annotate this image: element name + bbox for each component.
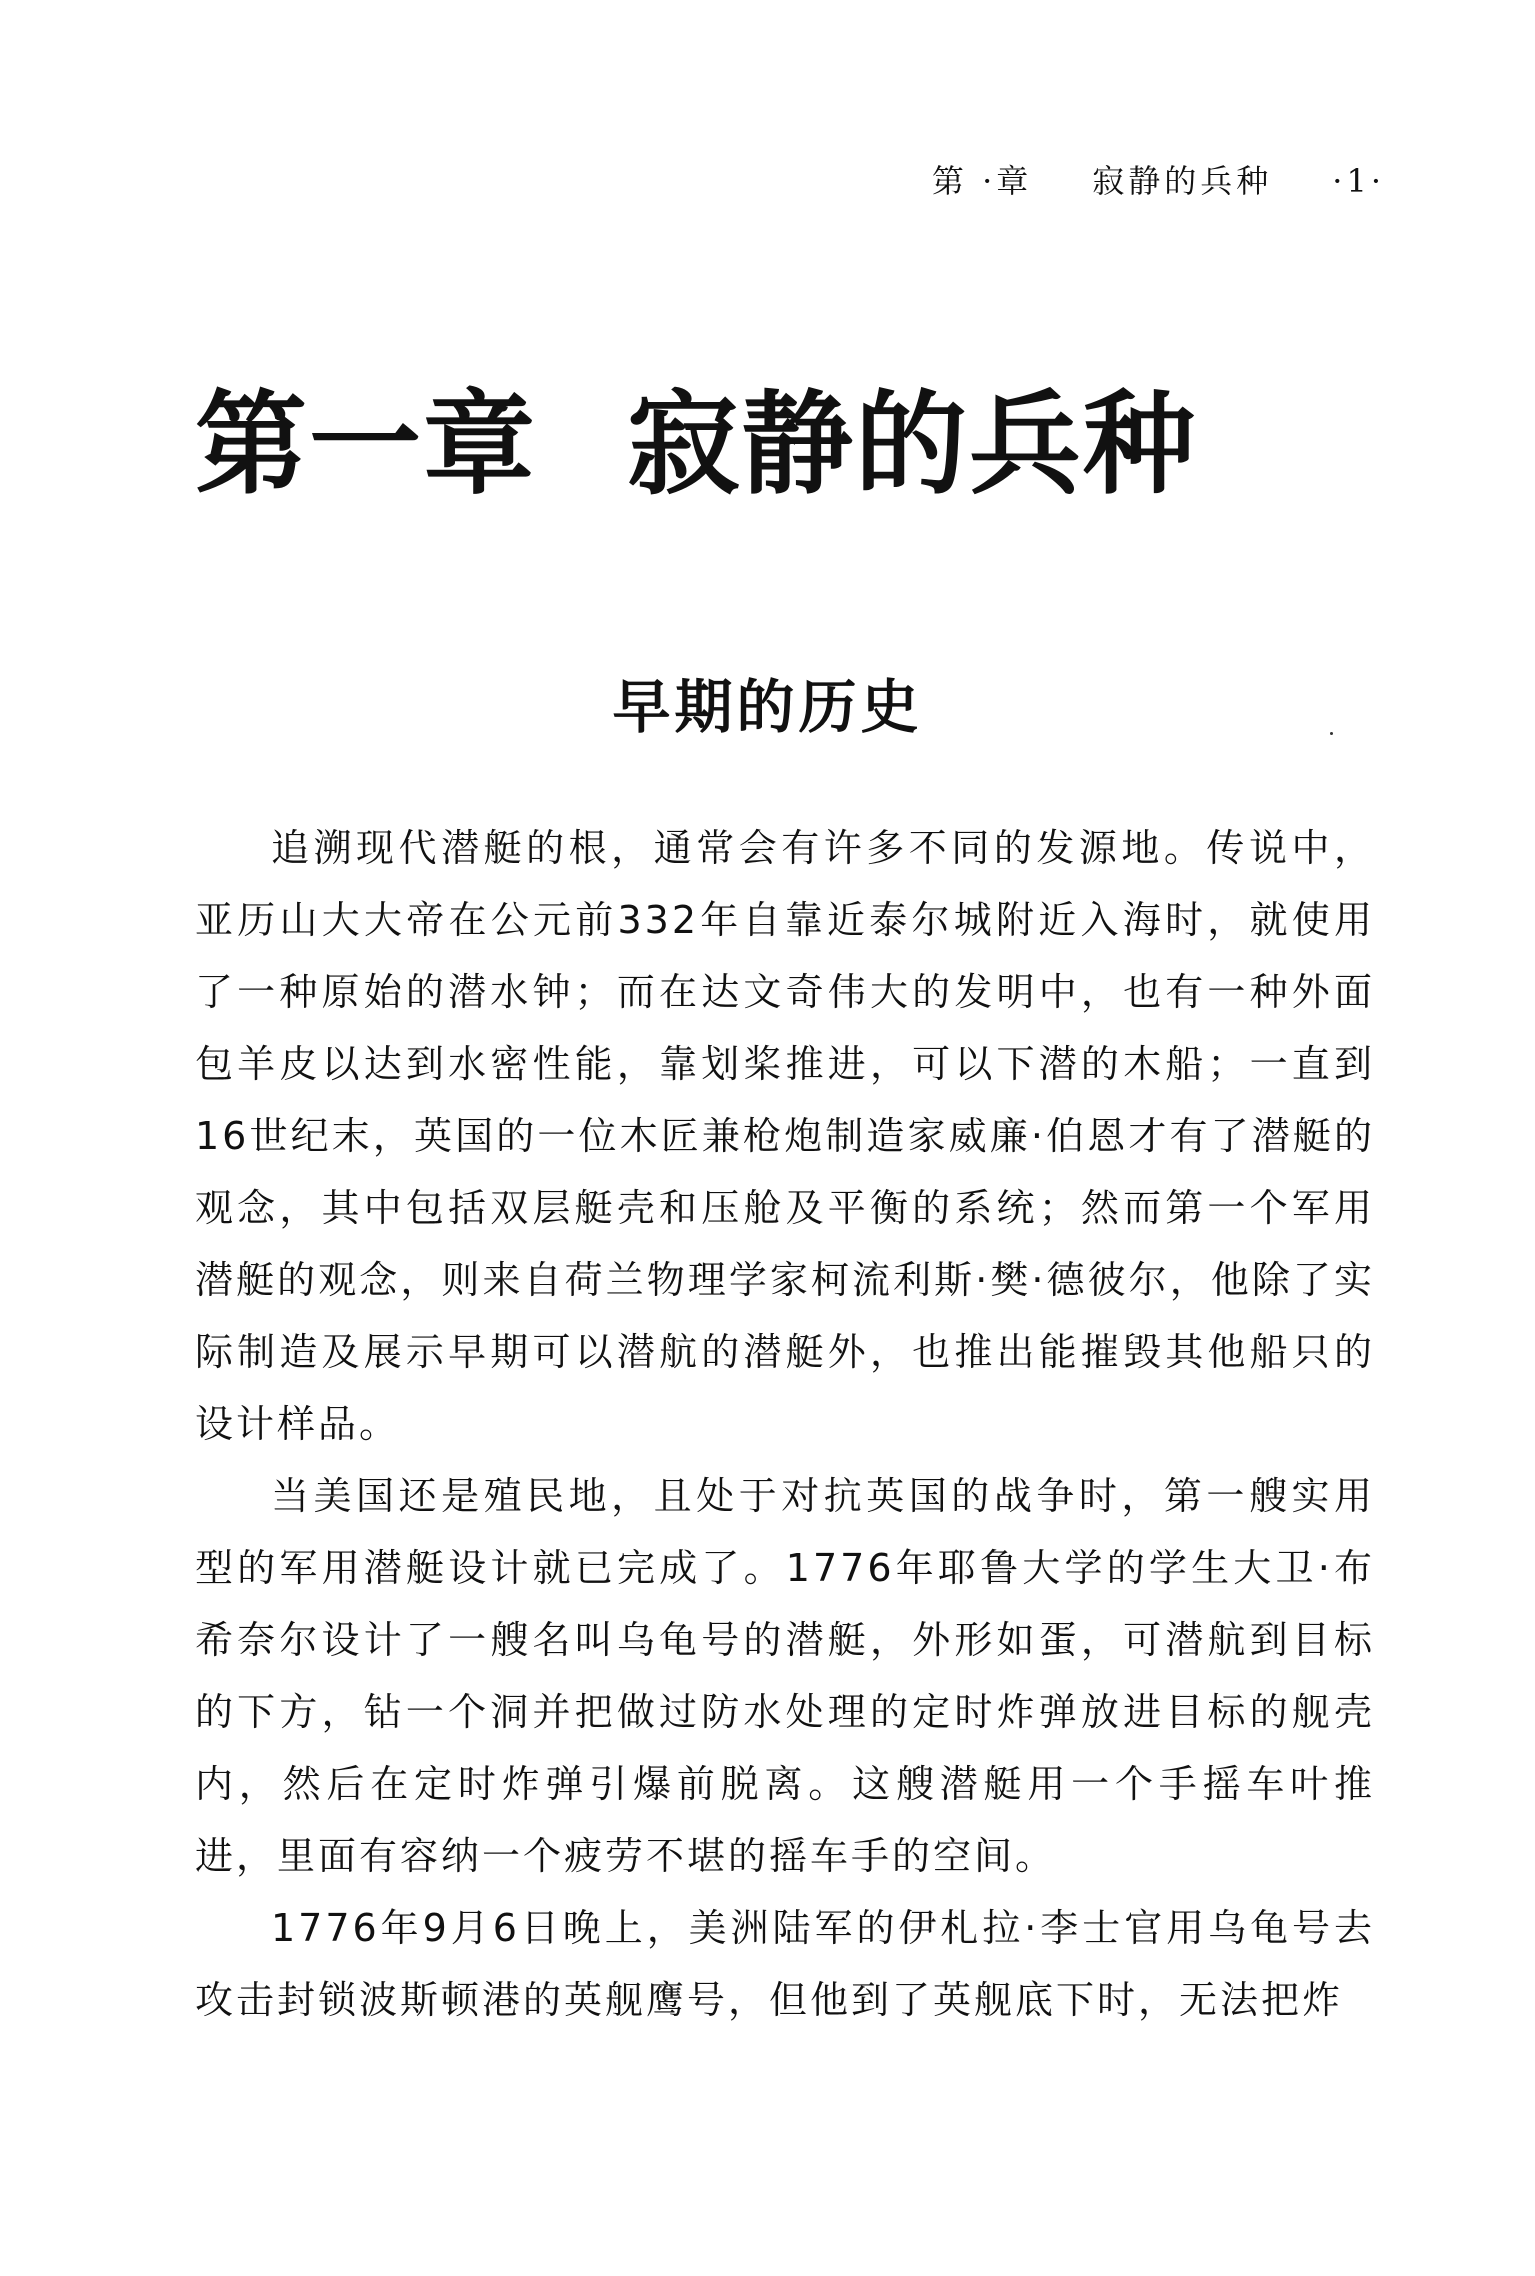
header-chapter-name: 寂静的兵种 bbox=[1092, 162, 1273, 200]
paragraph: 1776年9月6日晚上，美洲陆军的伊札拉·李士官用乌龟号去攻击封锁波斯顿港的英舰鹰号，但他到了英舰底下时，无法把炸 bbox=[195, 1906, 1375, 2022]
paragraph: 当美国还是殖民地，且处于对抗英国的战争时，第一艘实用型的军用潜艇设计就已完成了。1776年耶鲁大学的学生大卫·布希奈尔设计了一艘名叫乌龟号的潜艇，外形如蛋，可潜航到目标的下方，钻一个洞并把做过防水处理的定时炸弹放进目标的舰壳内，然后在定时炸弹引爆前脱离。这艘潜艇用一个手摇车叶推进，里面有容纳一个疲劳不堪的摇车手的空间。 bbox=[195, 1474, 1375, 1878]
chapter-title-name: 寂静的兵种 bbox=[627, 379, 1197, 510]
paragraph: 追溯现代潜艇的根，通常会有许多不同的发源地。传说中，亚历山大大帝在公元前332年自靠近泰尔城附近入海时，就使用了一种原始的潜水钟；而在达文奇伟大的发明中，也有一种外面包羊皮以达到水密性能，靠划桨推进，可以下潜的木船；一直到16世纪末，英国的一位木匠兼枪炮制造家威廉·伯恩才有了潜艇的观念，其中包括双层艇壳和压舱及平衡的系统；然而第一个军用潜艇的观念，则来自荷兰物理学家柯流利斯·樊·德彼尔，他除了实际制造及展示早期可以潜航的潜艇外，也推出能摧毁其他船只的设计样品。 bbox=[195, 826, 1375, 1446]
chapter-title-label: 第一章 bbox=[195, 379, 537, 510]
body-text bbox=[195, 812, 1375, 2036]
header-chapter-label: 第 ·章 bbox=[931, 162, 1033, 200]
section-title: 早期的历史 bbox=[612, 673, 923, 741]
page-number: ·1· bbox=[1332, 162, 1385, 200]
chapter-title bbox=[195, 355, 1197, 516]
running-header bbox=[932, 156, 1385, 202]
scan-speck bbox=[1330, 732, 1333, 735]
